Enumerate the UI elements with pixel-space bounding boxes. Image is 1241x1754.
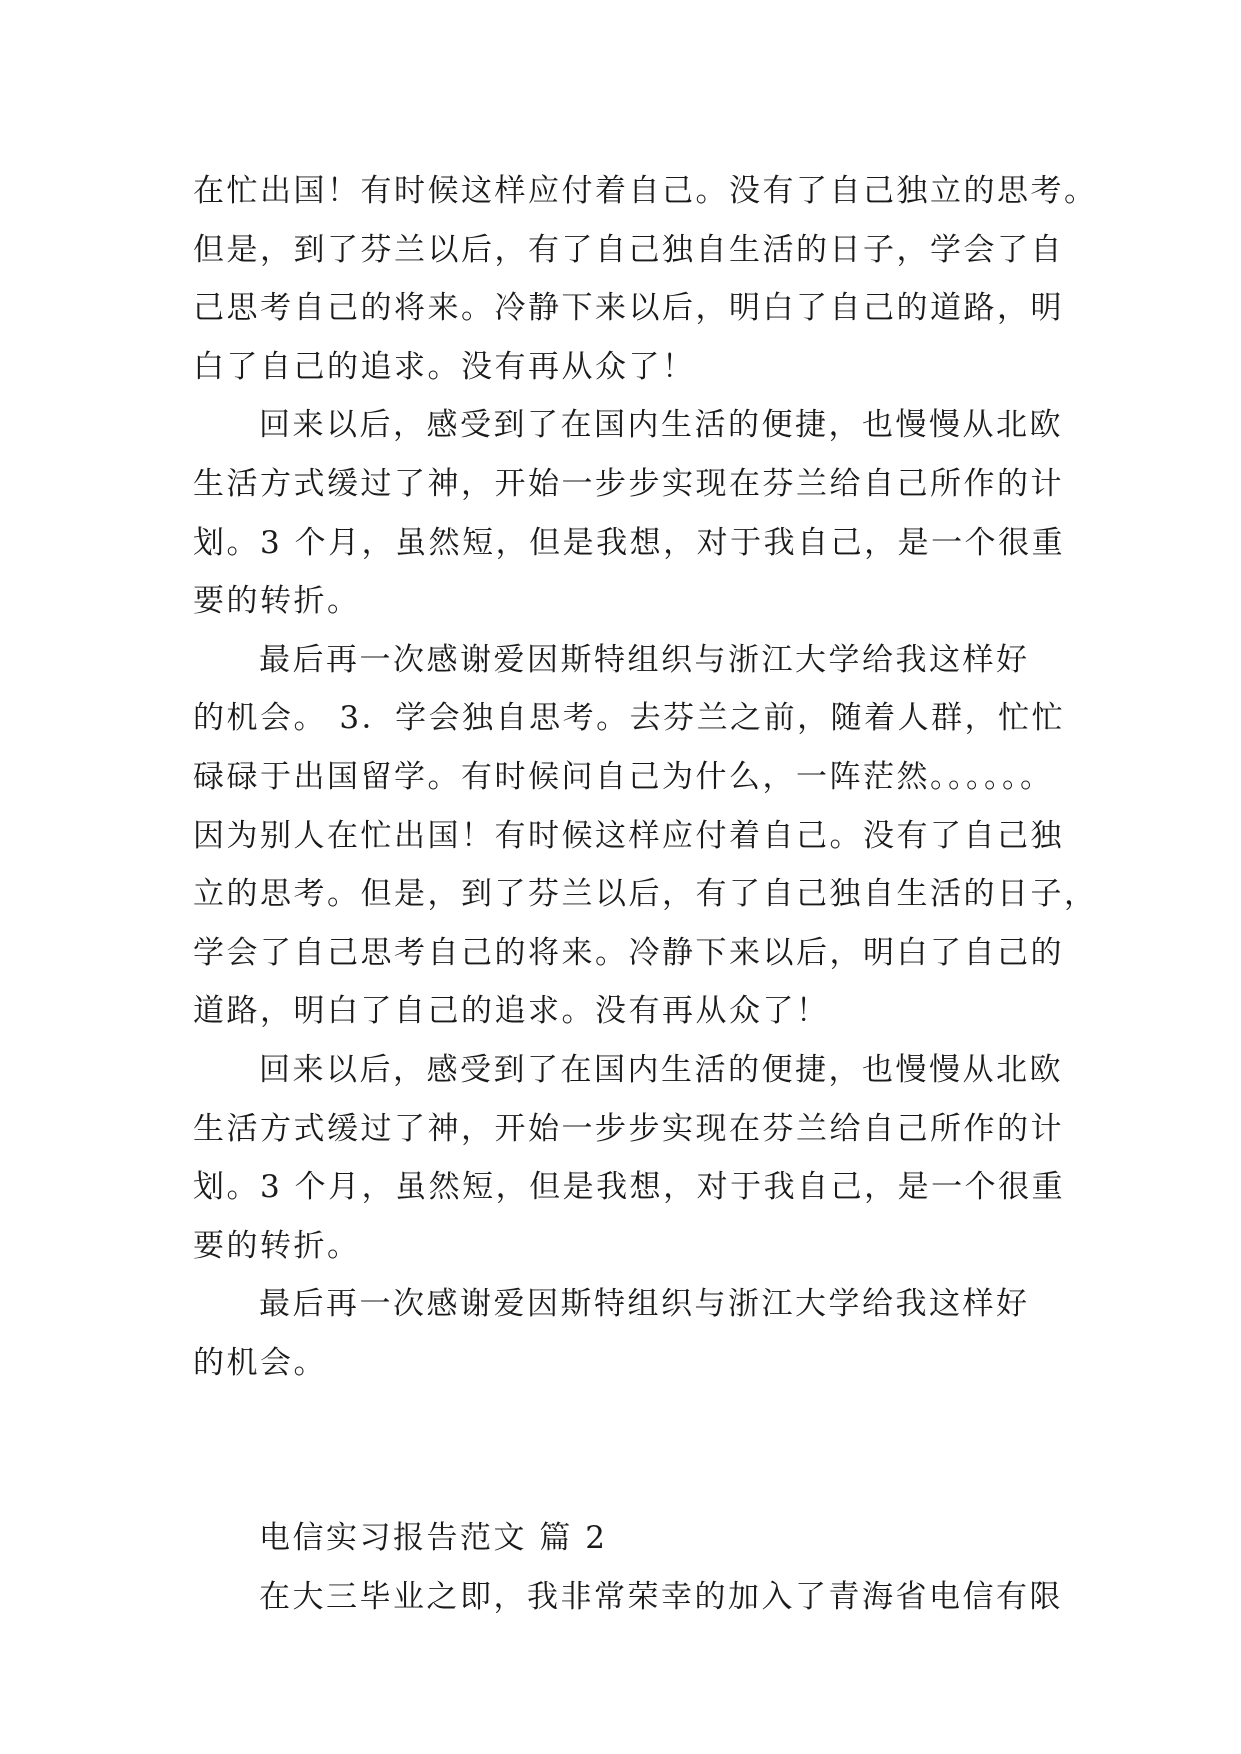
text-line: 但是，到了芬兰以后，有了自己独自生活的日子，学会了自 <box>193 231 1064 268</box>
text-line: 学会了自己思考自己的将来。冷静下来以后，明白了自己的 <box>193 934 1064 971</box>
text-line: 白了自己的追求。没有再从众了！ <box>193 348 696 385</box>
section-heading: 电信实习报告范文 篇 2 <box>259 1520 608 1557</box>
text-line: 己思考自己的将来。冷静下来以后，明白了自己的道路，明 <box>193 290 1064 327</box>
text-line: 生活方式缓过了神，开始一步步实现在芬兰给自己所作的计 <box>193 465 1064 502</box>
text-line: 回来以后，感受到了在国内生活的便捷，也慢慢从北欧 <box>259 1051 1063 1088</box>
text-line: 要的转折。 <box>193 1227 361 1264</box>
text-line: 在大三毕业之即，我非常荣幸的加入了青海省电信有限 <box>259 1579 1063 1616</box>
main-text <box>193 162 1098 1392</box>
text-line: 立的思考。但是，到了芬兰以后，有了自己独自生活的日子， <box>193 876 1098 913</box>
text-line: 的机会。 <box>193 1344 327 1381</box>
text-line: 要的转折。 <box>193 583 361 620</box>
text-line: 碌碌于出国留学。有时候问自己为什么，一阵茫然。。。。。。 <box>193 758 1054 795</box>
text-line: 划。3 个月，虽然短，但是我想，对于我自己，是一个很重 <box>193 1169 1066 1206</box>
text-line: 道路，明白了自己的追求。没有再从众了！ <box>193 993 830 1030</box>
text-line: 因为别人在忙出国！有时候这样应付着自己。没有了自己独 <box>193 817 1064 854</box>
section-text <box>193 1568 1093 1627</box>
text-line: 回来以后，感受到了在国内生活的便捷，也慢慢从北欧 <box>259 407 1063 444</box>
text-line: 最后再一次感谢爱因斯特组织与浙江大学给我这样好 <box>259 641 1030 678</box>
text-line: 的机会。 3．学会独自思考。去芬兰之前，随着人群，忙忙 <box>193 700 1066 737</box>
text-line: 最后再一次感谢爱因斯特组织与浙江大学给我这样好 <box>259 1286 1030 1323</box>
text-line: 在忙出国！有时候这样应付着自己。没有了自己独立的思考。 <box>193 173 1098 209</box>
text-line: 划。3 个月，虽然短，但是我想，对于我自己，是一个很重 <box>193 524 1066 561</box>
document-body <box>193 162 1098 1627</box>
text-line: 生活方式缓过了神，开始一步步实现在芬兰给自己所作的计 <box>193 1110 1064 1147</box>
section-gap <box>193 1392 1093 1509</box>
